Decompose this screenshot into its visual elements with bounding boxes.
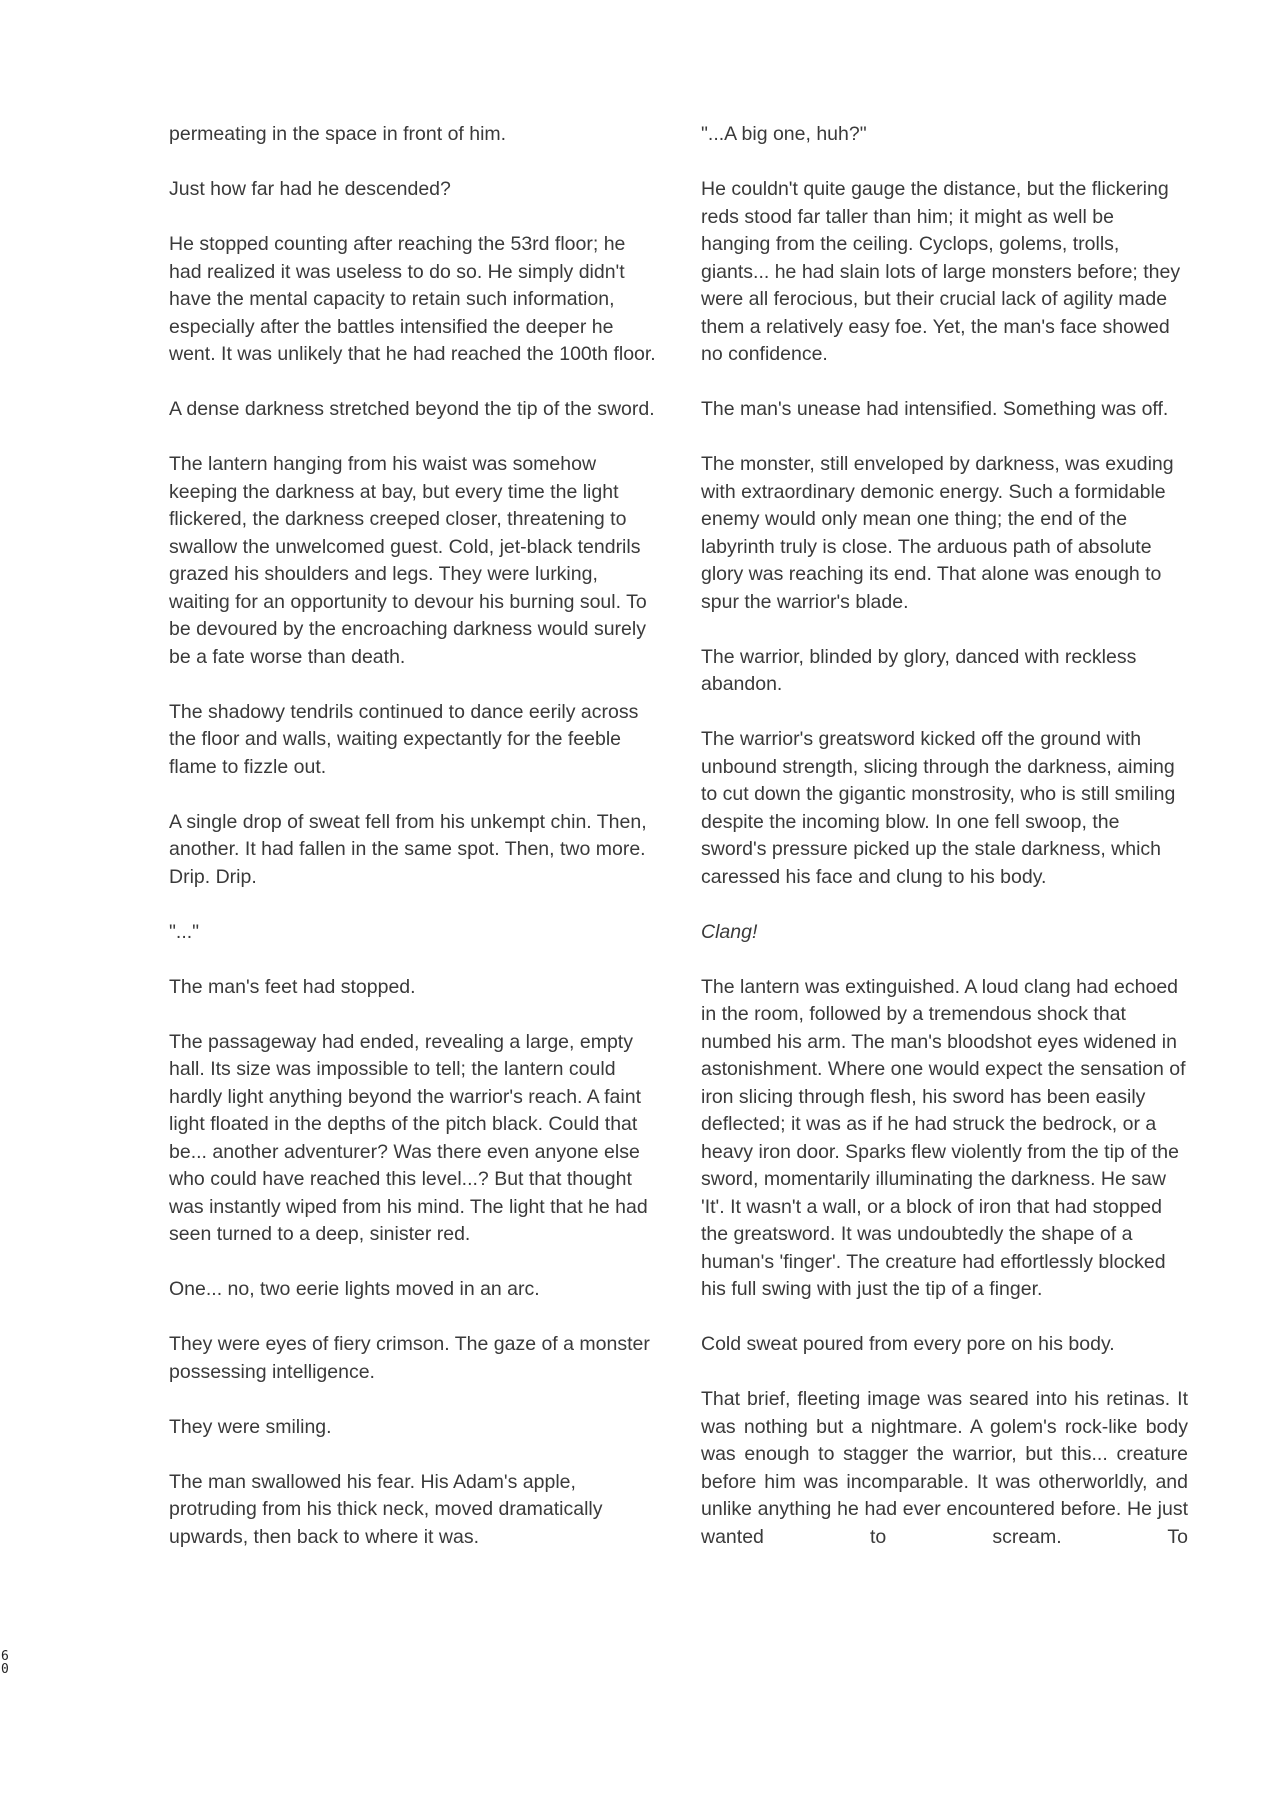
paragraph: He stopped counting after reaching the 53rd floor; he had realized it was useless to do so. He simply didn't have the mental capacity to retain such information, especially after the battles intensified the deeper he went. It was unlikely that he had reached the 100th floor. xyxy=(169,233,656,365)
paragraph: Just how far had he descended? xyxy=(169,178,451,200)
paragraph: He couldn't quite gauge the distance, but the flickering reds stood far taller than him; it might as well be hanging from the ceiling. Cyclops, golems, trolls, giants... he had slain lots of large monsters before; they were all ferocious, but their crucial lack of agility made them a relatively easy foe. Yet, the man's face showed no confidence. xyxy=(701,178,1181,365)
right-column xyxy=(701,121,1188,1579)
paragraph: "..." xyxy=(169,920,200,943)
paragraph: They were smiling. xyxy=(169,1415,332,1438)
paragraph: The warrior's greatsword kicked off the ground with unbound strength, slicing through the darkness, aiming to cut down the gigantic monstrosity, who is still smiling despite the incoming blow. In one fell swoop, the sword's pressure picked up the stale darkness, which caressed his face and clung to his body. xyxy=(701,728,1176,888)
paragraph: The man's feet had stopped. xyxy=(169,975,416,998)
paragraph: permeating in the space in front of him. xyxy=(169,123,507,145)
paragraph: The lantern hanging from his waist was somehow keeping the darkness at bay, but every time the light flickered, the darkness creeped closer, threatening to swallow the unwelcomed guest. Cold, jet-black tendrils grazed his shoulders and legs. They were lurking, waiting for an opportunity to devour his burning soul. To be devoured by the encroaching darkness would surely be a fate worse than death. xyxy=(169,453,647,668)
paragraph: The man's unease had intensified. Something was off. xyxy=(701,398,1169,420)
paragraph: The passageway had ended, revealing a large, empty hall. Its size was impossible to tell; the lantern could hardly light anything beyond the warrior's reach. A faint light floated in the depths of the pitch black. Could that be... another adventurer? Was there even anyone else who could have reached this level...? But that thought was instantly wiped from his mind. The light that he had seen turned to a deep, sinister red. xyxy=(169,1030,648,1245)
left-column xyxy=(169,121,656,1579)
paragraph: That brief, fleeting image was seared into his retinas. It was nothing but a nightmare. A golem's rock-like body was enough to stagger the warrior, but this... creature before him was incomparable. It was otherworldly, and unlike anything he had ever encountered before. He just wanted to scream. To xyxy=(701,1388,1188,1548)
paragraph: The man swallowed his fear. His Adam's apple, protruding from his thick neck, moved dramatically upwards, then back to where it was. xyxy=(169,1470,603,1548)
page-number: 60 xyxy=(1,1649,9,1677)
paragraph: The shadowy tendrils continued to dance eerily across the floor and walls, waiting expectantly for the feeble flame to fizzle out. xyxy=(169,700,639,778)
paragraph: A dense darkness stretched beyond the tip of the sword. xyxy=(169,398,655,420)
paragraph: The warrior, blinded by glory, danced with reckless abandon. xyxy=(701,645,1137,695)
sound-effect: Clang! xyxy=(701,920,758,943)
paragraph: They were eyes of fiery crimson. The gaze of a monster possessing intelligence. xyxy=(169,1333,650,1383)
paragraph: "...A big one, huh?" xyxy=(701,123,867,145)
paragraph: A single drop of sweat fell from his unkempt chin. Then, another. It had fallen in the same spot. Then, two more. Drip. Drip. xyxy=(169,810,647,888)
paragraph: The lantern was extinguished. A loud clang had echoed in the room, followed by a tremendous shock that numbed his arm. The man's bloodshot eyes widened in astonishment. Where one would expect the sensation of iron slicing through flesh, his sword has been easily deflected; it was as if he had struck the bedrock, or a heavy iron door. Sparks flew violently from the tip of the sword, momentarily illuminating the darkness. He saw 'It'. It wasn't a wall, or a block of iron that had stopped the greatsword. It was undoubtedly the shape of a human's 'finger'. The creature had effortlessly blocked his full swing with just the tip of a finger. xyxy=(701,975,1186,1300)
paragraph: One... no, two eerie lights moved in an arc. xyxy=(169,1278,540,1300)
paragraph: The monster, still enveloped by darkness, was exuding with extraordinary demonic energy. Such a formidable enemy would only mean one thing; the end of the labyrinth truly is close. The arduous path of absolute glory was reaching its end. That alone was enough to spur the warrior's blade. xyxy=(701,453,1174,613)
paragraph: Cold sweat poured from every pore on his body. xyxy=(701,1333,1115,1355)
